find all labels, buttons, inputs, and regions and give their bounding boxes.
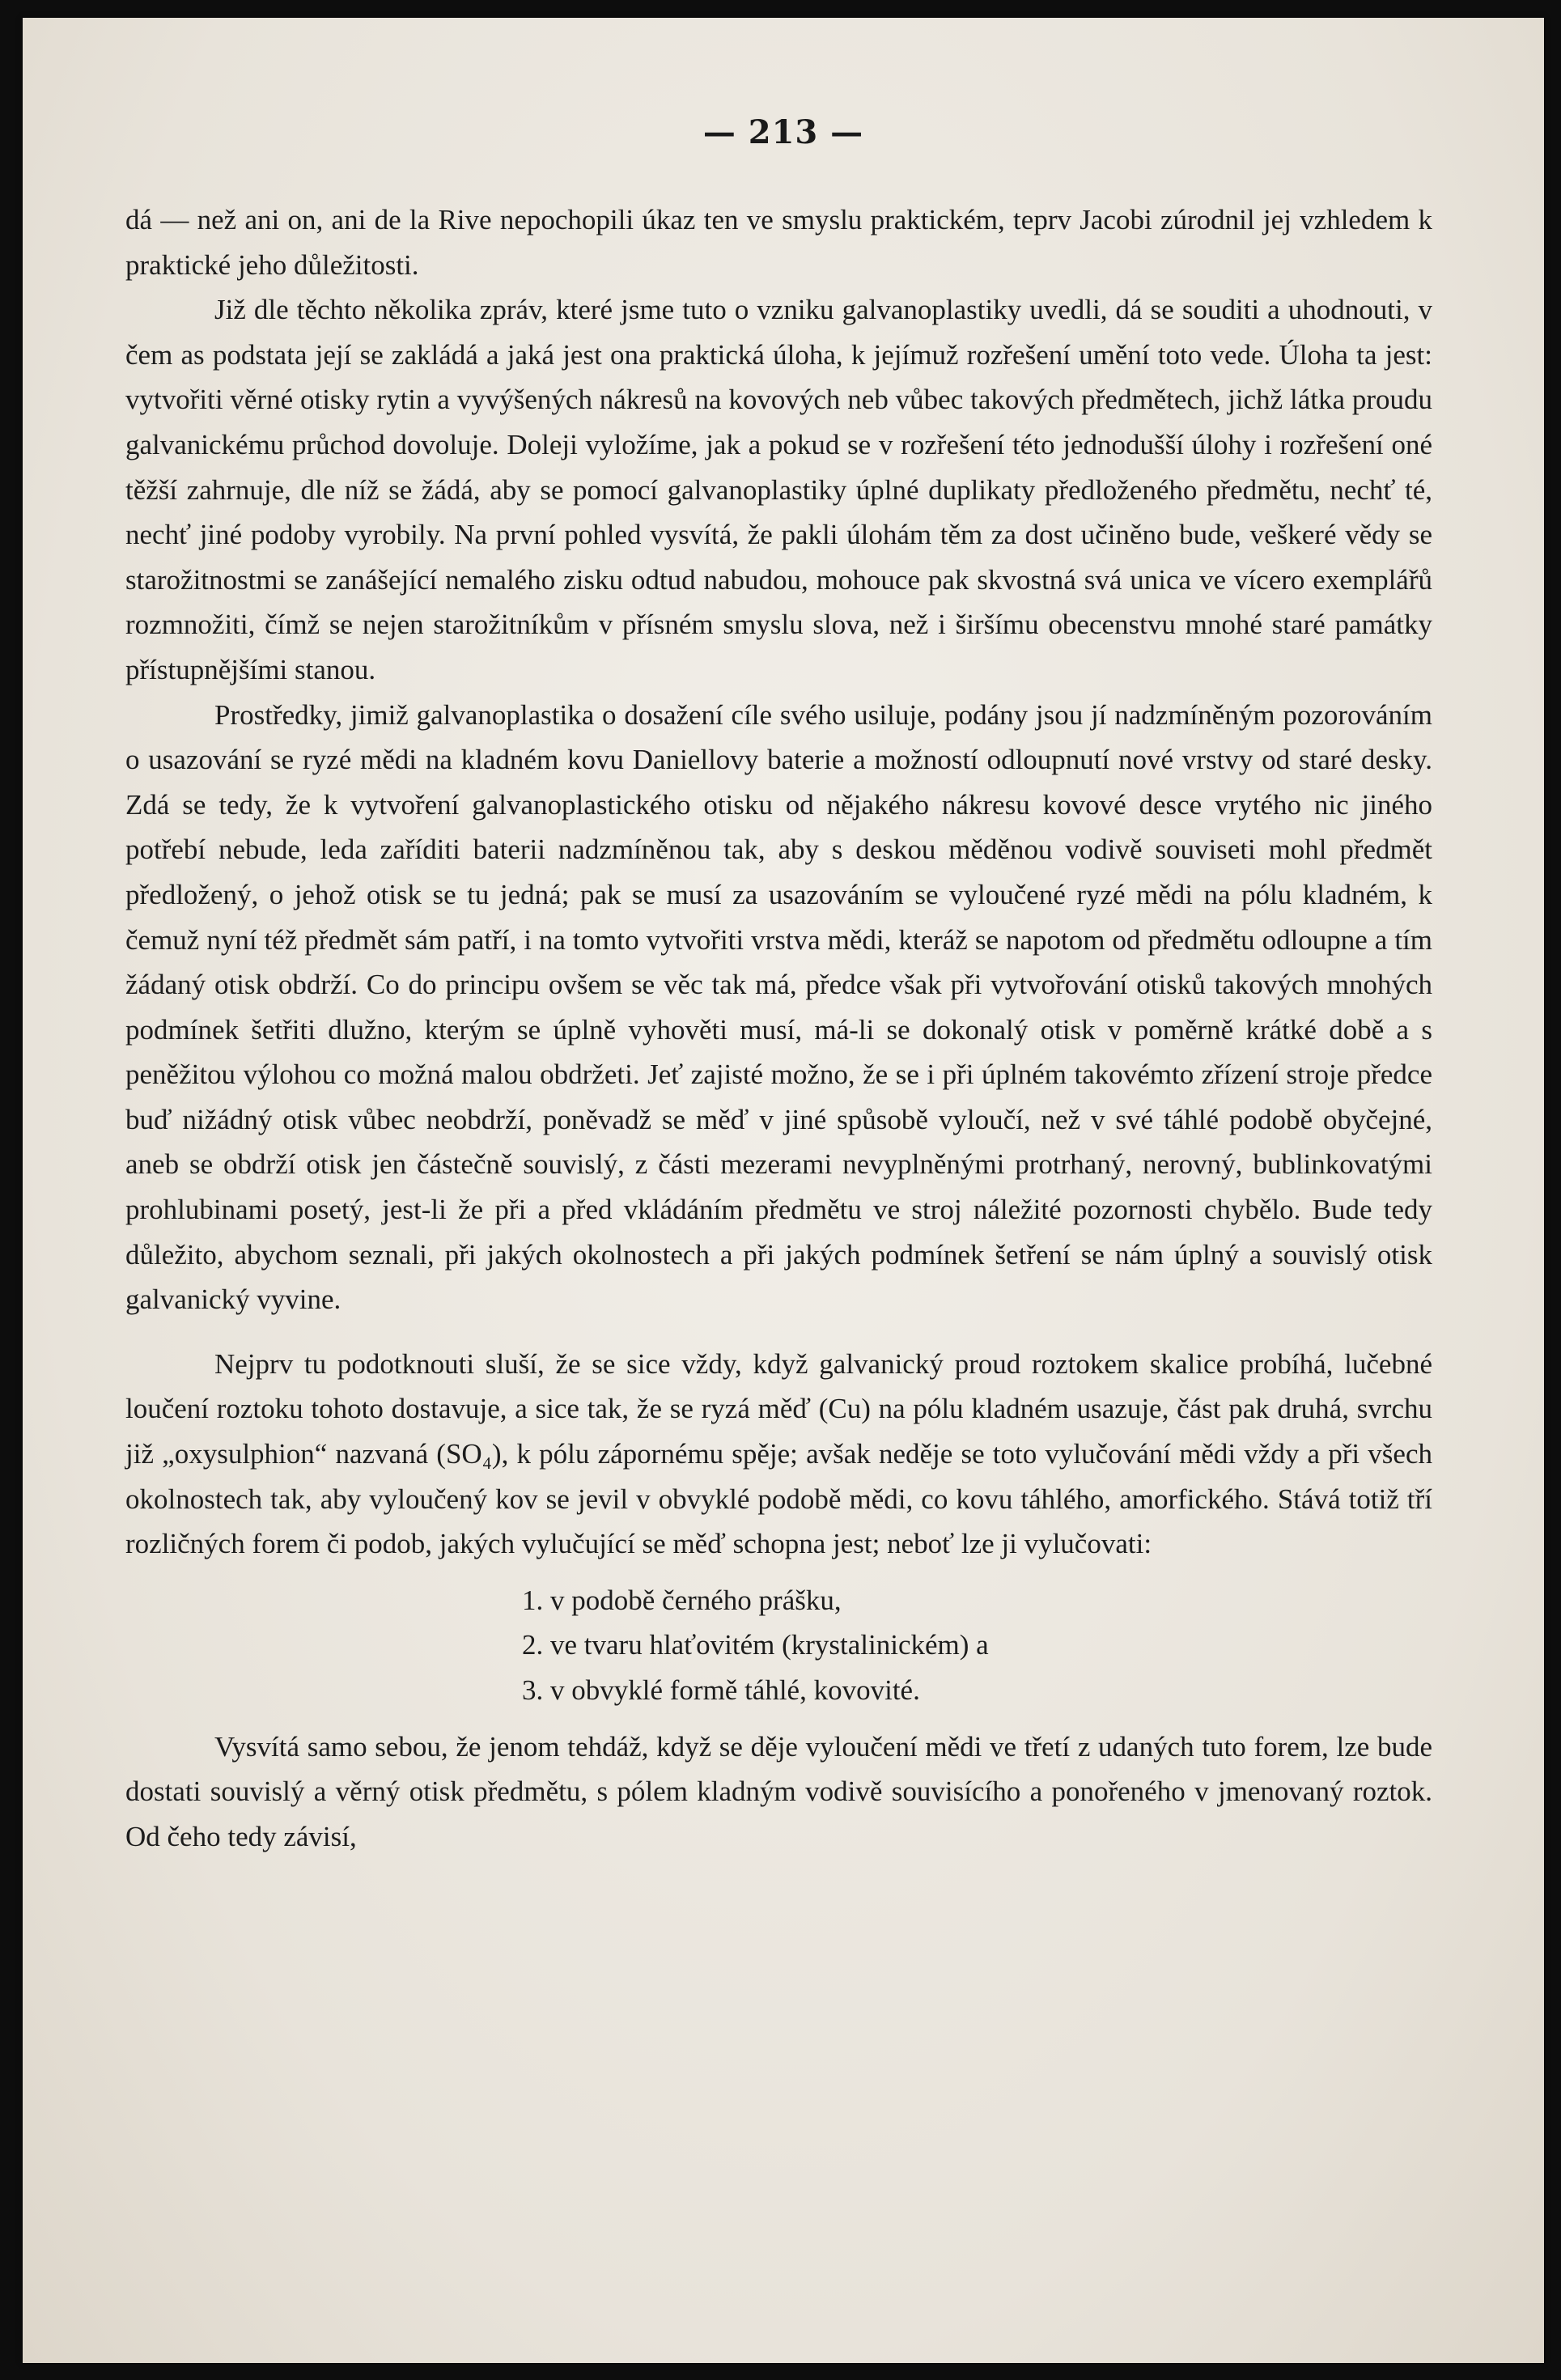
page-number: — 213 —	[702, 113, 864, 151]
forms-list	[125, 1578, 1432, 1713]
list-item: 2. ve tvaru hlaťovitém (krystalinickém) a	[522, 1629, 989, 1661]
list-item: 3. v obvyklé formě táhlé, kovovité.	[522, 1674, 920, 1706]
paragraph-5: Vysvítá samo sebou, že jenom tehdáž, když se děje vyloučení mědi ve třetí z udaných tuto forem, lze bude dostati souvislý a věrný otisk předmětu, s pólem kladným vodivě souvisícího a ponořeného v jmenovaný roztok. Od čeho tedy závisí,	[125, 1730, 1432, 1852]
paragraph-2: Již dle těchto několika zpráv, které jsme tuto o vzniku galvanoplastiky uvedli, dá se souditi a uhodnouti, v čem as podstata její se zakládá a jaká jest ona praktická úloha, k jejímuž rozřešení umění toto vede. Úloha ta jest: vytvořiti věrné otisky rytin a vyvýšených nákresů na kovových neb vůbec takových předmětech, jichž látka proudu galvanickému průchod dovoluje. Doleji vyložíme, jak a pokud se v rozřešení této jednodušší úlohy i rozřešení oné těžší zahrnuje, dle níž se žádá, aby se pomocí galvanoplastiky úplné duplikaty předloženého předmětu, nechť té, nechť jiné podoby vyrobily. Na první pohled vysvítá, že pakli úlohám těm za dost učiněno bude, veškeré vědy se starožitnostmi se zanášející nemalého zisku odtud nabudou, mohouce pak skvostná svá unica ve vícero exemplářů rozmnožiti, čímž se nejen starožitníkům v přísném smyslu slova, než i širšímu obecenstvu mnohé staré památky přístupnějšími stanou.	[125, 294, 1432, 685]
book-page	[23, 18, 1544, 2363]
paragraph-3: Prostředky, jimiž galvanoplastika o dosažení cíle svého usiluje, podány jsou jí nadzmíněným pozorováním o usazování se ryzé mědi na kladném kovu Daniellovy baterie a možností odloupnutí nové vrstvy od staré desky. Zdá se tedy, že k vytvoření galvanoplastického otisku od nějakého nákresu kovové desce vrytého nic jiného potřebí nebude, leda zaříditi baterii nadzmíněnou tak, aby s deskou měděnou vodivě souviseti mohl předmět předložený, o jehož otisk se tu jedná; pak se musí za usazováním se vyloučené ryzé mědi na pólu kladném, k čemuž nyní též předmět sám patří, i na tomto vytvořiti vrstva mědi, kteráž se napotom od předmětu odloupne a tím žádaný otisk obdrží. Co do principu ovšem se věc tak má, předce však při vytvořování otisků takových mnohých podmínek šetřiti dlužno, kterým se úplně vyhověti musí, má-li se dokonalý otisk v poměrně krátké době a s peněžitou výlohou co možná malou obdržeti. Jeť zajisté možno, že se i při úplném takovémto zřízení stroje předce buď nižádný otisk vůbec neobdrží, poněvadž se měď v jiné spůsobě vyloučí, než v své táhlé podobě obyčejné, aneb se obdrží otisk jen částečně souvislý, z části mezerami nevyplněnými protrhaný, nerovný, bublinkovatými prohlubinami posetý, jest-li že při a před vkládáním předmětu ve stroj náležité pozornosti chybělo. Bude tedy důležito, abychom seznali, při jakých okolnostech a při jakých podmínek šetření se nám úplný a souvislý otisk galvanický vyvine.	[125, 698, 1432, 1316]
list-item: 1. v podobě černého prášku,	[522, 1584, 842, 1616]
paragraph-4: Nejprv tu podotknouti sluší, že se sice vždy, když galvanický proud roztokem skalice probíhá, lučebné loučení roztoku tohoto dostavuje, a sice tak, že se ryzá měď (Cu) na pólu kladném usazuje, část pak druhá, svrchu již „oxysulphion“ nazvaná (SO₄), k pólu zápornému spěje; avšak neděje se toto vylučování mědi vždy a při všech okolnostech tak, aby vyloučený kov se jevil v obvyklé podobě mědi, co kovu táhlého, amorfického. Stává totiž tří rozličných forem či podob, jakých vylučující se měď schopna jest; neboť lze ji vylučovati:	[125, 1347, 1432, 1560]
paragraph-1: dá — než ani on, ani de la Rive nepochopili úkaz ten ve smyslu praktickém, teprv Jacobi zúrodnil jej vzhledem k praktické jeho důležitosti.	[125, 204, 1432, 281]
body-text	[125, 197, 1432, 1859]
